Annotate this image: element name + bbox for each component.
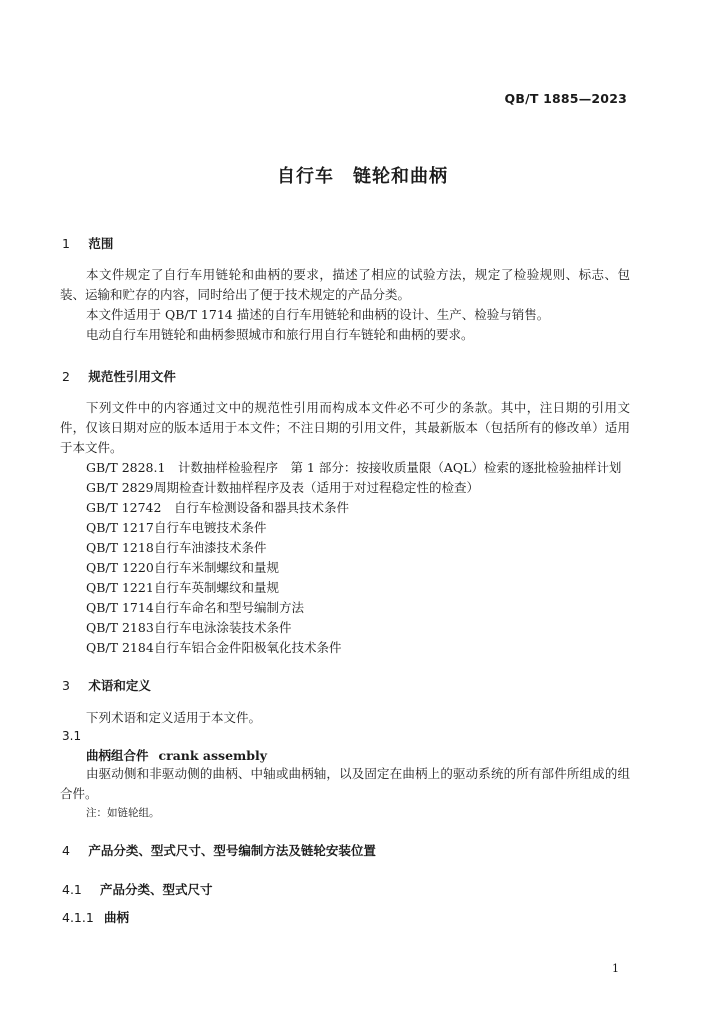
section-title: 范围 (88, 236, 114, 251)
terms-intro: 下列术语和定义适用于本文件。 (86, 710, 262, 725)
reference-title: 自行车英制螺纹和量规 (154, 580, 280, 595)
reference-item (86, 578, 279, 596)
reference-code: QB/T 1218 (86, 540, 154, 555)
section-number: 2 (62, 369, 70, 384)
standard-number: QB/T 1885—2023 (504, 91, 627, 106)
page-number: 1 (612, 962, 619, 975)
reference-code: GB/T 2828.1 (86, 460, 166, 475)
document-title: 自行车 链轮和曲柄 (277, 166, 448, 187)
subsection-4-1-heading (62, 880, 213, 898)
reference-code: QB/T 1220 (86, 560, 154, 575)
term-english: crank assembly (158, 748, 268, 763)
subsection-number: 4.1 (62, 882, 82, 897)
term-definition: 由驱动侧和非驱动侧的曲柄、中轴或曲柄轴，以及固定在曲柄上的驱动系统的所有部件所组成的组合件。 (60, 766, 630, 801)
reference-code: GB/T 2829 (86, 480, 154, 495)
reference-title: 自行车检测设备和器具技术条件 (173, 500, 349, 515)
section-number: 1 (62, 236, 70, 251)
term-note: 注：如链轮组。 (86, 807, 160, 819)
reference-title: 自行车铝合金件阳极氧化技术条件 (154, 640, 342, 655)
scope-paragraph-2: 本文件适用于 QB/T 1714 描述的自行车用链轮和曲柄的设计、生产、检验与销售。 (86, 307, 550, 322)
reference-code: QB/T 1714 (86, 600, 154, 615)
reference-item (86, 478, 479, 496)
scope-paragraph-1: 本文件规定了自行车用链轮和曲柄的要求，描述了相应的试验方法，规定了检验规则、标志、包装、运输和贮存的内容，同时给出了便于技术规定的产品分类。 (60, 267, 630, 302)
reference-title: 计数抽样检验程序 第 1 部分：按接收质量限（AQL）检索的逐批检验抽样计划 (177, 460, 622, 475)
subsection-4-1-1-heading (62, 908, 129, 926)
section-title: 规范性引用文件 (88, 369, 176, 384)
reference-item (86, 538, 267, 556)
reference-code: QB/T 1217 (86, 520, 154, 535)
reference-title: 自行车电镀技术条件 (154, 520, 267, 535)
reference-code: QB/T 2183 (86, 620, 154, 635)
section-2-heading (62, 367, 176, 385)
reference-item (86, 518, 267, 536)
reference-title: 自行车电泳涂装技术条件 (154, 620, 292, 635)
term-chinese: 曲柄组合件 (86, 748, 149, 763)
scope-paragraph-3: 电动自行车用链轮和曲柄参照城市和旅行用自行车链轮和曲柄的要求。 (86, 327, 474, 342)
reference-item (86, 618, 292, 636)
term-number: 3.1 (62, 729, 82, 743)
subsection-title: 产品分类、型式尺寸 (99, 882, 213, 897)
reference-code: GB/T 12742 (86, 500, 162, 515)
subsection-title: 曲柄 (103, 910, 129, 925)
reference-title: 周期检查计数抽样程序及表（适用于对过程稳定性的检查） (154, 480, 480, 495)
reference-item (86, 558, 279, 576)
section-number: 4 (62, 843, 70, 858)
section-title: 产品分类、型式尺寸、型号编制方法及链轮安装位置 (88, 843, 376, 858)
section-number: 3 (62, 678, 70, 693)
section-1-heading (62, 234, 113, 252)
section-title: 术语和定义 (88, 678, 151, 693)
reference-title: 自行车命名和型号编制方法 (154, 600, 305, 615)
reference-item (86, 598, 304, 616)
reference-code: QB/T 1221 (86, 580, 154, 595)
reference-item (86, 638, 342, 656)
section-3-heading (62, 676, 151, 694)
reference-title: 自行车米制螺纹和量规 (154, 560, 280, 575)
reference-title: 自行车油漆技术条件 (154, 540, 267, 555)
references-intro: 下列文件中的内容通过文中的规范性引用而构成本文件必不可少的条款。其中，注日期的引用文件，仅该日期对应的版本适用于本文件；不注日期的引用文件，其最新版本（包括所有的修改单）适用于本文件。 (60, 400, 630, 455)
reference-item (86, 458, 621, 476)
reference-item (86, 498, 349, 516)
subsection-number: 4.1.1 (62, 910, 94, 925)
reference-code: QB/T 2184 (86, 640, 154, 655)
section-4-heading (62, 841, 376, 859)
term-heading (86, 746, 267, 764)
